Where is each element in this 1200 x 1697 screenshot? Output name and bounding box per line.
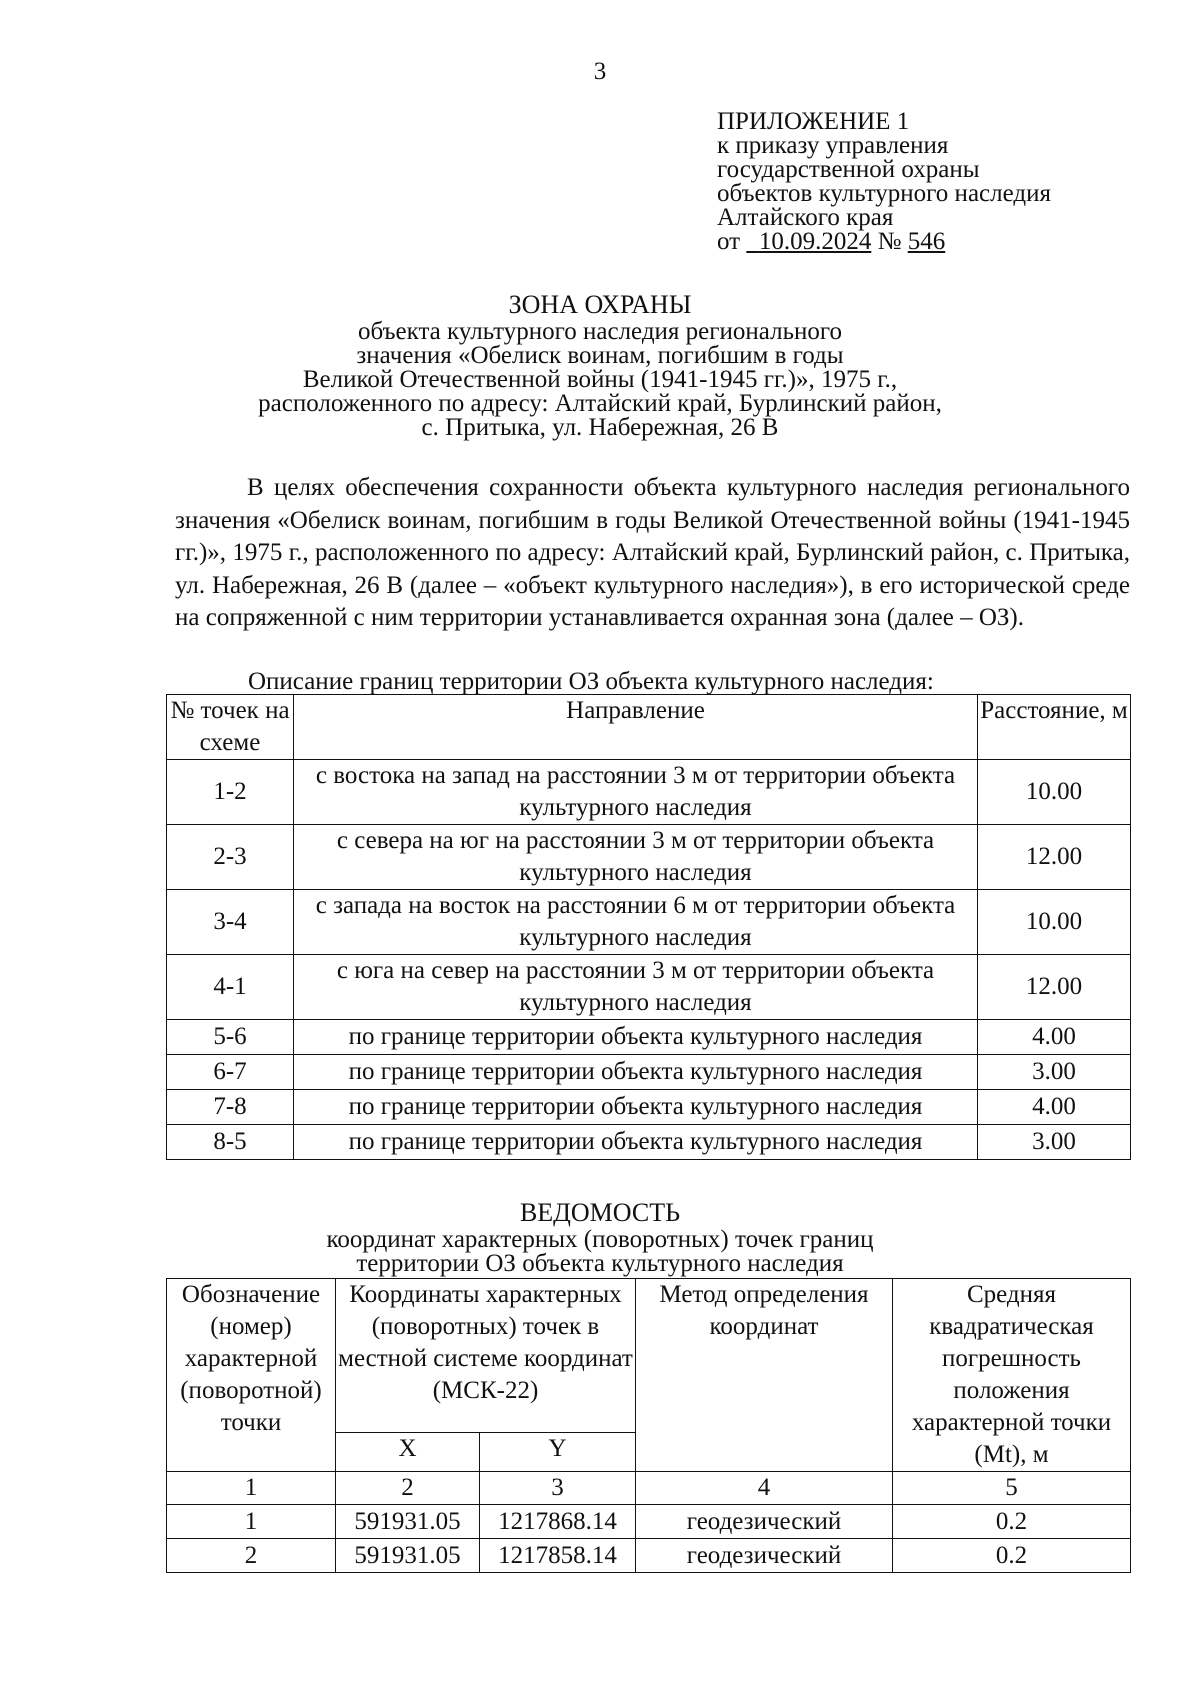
intro-text: В целях обеспечения сохранности объекта культурного наследия регионального значения «Обелиск воинам, погибшим в годы Великой Отечественной войны (1941-1945 гг.)», 1975 г., расположенного по адресу: Алтайский край, Бурлинский район, с. Притыка, ул. Набережная, 26 В (далее – «объект культурного наследия»), в его исторической среде на сопряженной с ним территории устанавливается охранная зона (далее – ОЗ). bbox=[175, 474, 1130, 631]
cell-method: геодезический bbox=[636, 1505, 893, 1539]
cell-distance: 10.00 bbox=[978, 890, 1131, 955]
table-row bbox=[167, 1539, 1131, 1573]
cell-error: 0.2 bbox=[893, 1539, 1131, 1573]
zone-subtitle-line: с. Притыка, ул. Набережная, 26 В bbox=[421, 414, 779, 441]
header-points: № точек на схеме bbox=[167, 695, 294, 760]
cell-direction: с востока на запад на расстоянии 3 м от территории объекта культурного наследия bbox=[294, 760, 978, 825]
cell-direction: по границе территории объекта культурного наследия bbox=[294, 1125, 978, 1160]
column-number: 4 bbox=[636, 1472, 893, 1505]
number-sign: № bbox=[877, 228, 902, 255]
zone-subtitle-line: значения «Обелиск воинам, погибшим в годы bbox=[356, 342, 844, 369]
header-error: Средняя квадратическая погрешность положения характерной точки (Mt), м bbox=[893, 1279, 1131, 1472]
table-row bbox=[167, 1055, 1131, 1090]
order-date: 10.09.2024 bbox=[758, 228, 872, 255]
cell-points: 2-3 bbox=[167, 825, 294, 890]
appendix-line: объектов культурного наследия bbox=[717, 180, 1051, 207]
coordinates-table bbox=[166, 1278, 1131, 1573]
cell-points: 4-1 bbox=[167, 955, 294, 1020]
cell-points: 5-6 bbox=[167, 1020, 294, 1055]
appendix-line: государственной охраны bbox=[717, 156, 980, 183]
vedomost-subtitle bbox=[0, 1228, 1200, 1276]
header-coordinates: Координаты характерных (поворотных) точек в местной системе координат (МСК-22) bbox=[336, 1279, 636, 1433]
zone-subtitle bbox=[0, 320, 1200, 440]
header-designation: Обозначение (номер) характерной (поворотной) точки bbox=[167, 1279, 336, 1472]
vedomost-subtitle-line: координат характерных (поворотных) точек границ bbox=[326, 1226, 874, 1253]
header-distance: Расстояние, м bbox=[978, 695, 1131, 760]
table-header-row bbox=[167, 1279, 1131, 1433]
appendix-title: ПРИЛОЖЕНИЕ 1 bbox=[717, 108, 910, 135]
header-direction: Направление bbox=[294, 695, 978, 760]
column-number: 3 bbox=[480, 1472, 636, 1505]
vedomost-subtitle-line: территории ОЗ объекта культурного наследия bbox=[356, 1250, 844, 1277]
cell-distance: 4.00 bbox=[978, 1020, 1131, 1055]
zone-subtitle-line: расположенного по адресу: Алтайский край, Бурлинский район, bbox=[258, 390, 942, 417]
table-row bbox=[167, 890, 1131, 955]
cell-y: 1217858.14 bbox=[480, 1539, 636, 1573]
table-row bbox=[167, 955, 1131, 1020]
appendix-line: Алтайского края bbox=[717, 204, 894, 231]
zone-title: ЗОНА ОХРАНЫ bbox=[508, 290, 692, 319]
cell-direction: с юга на север на расстоянии 3 м от территории объекта культурного наследия bbox=[294, 955, 978, 1020]
cell-distance: 3.00 bbox=[978, 1125, 1131, 1160]
header-method: Метод определения координат bbox=[636, 1279, 893, 1472]
cell-method: геодезический bbox=[636, 1539, 893, 1573]
zone-subtitle-line: Великой Отечественной войны (1941-1945 гг.)», 1975 г., bbox=[302, 366, 898, 393]
cell-direction: по границе территории объекта культурного наследия bbox=[294, 1090, 978, 1125]
table-row bbox=[167, 1020, 1131, 1055]
column-number: 2 bbox=[336, 1472, 480, 1505]
column-number: 1 bbox=[167, 1472, 336, 1505]
order-number: 546 bbox=[907, 228, 946, 255]
appendix-date-line bbox=[717, 230, 1051, 254]
cell-point: 2 bbox=[167, 1539, 336, 1573]
cell-points: 3-4 bbox=[167, 890, 294, 955]
table-header-row bbox=[167, 695, 1131, 760]
table-row bbox=[167, 1125, 1131, 1160]
cell-x: 591931.05 bbox=[336, 1505, 480, 1539]
appendix-line: к приказу управления bbox=[717, 132, 949, 159]
cell-distance: 4.00 bbox=[978, 1090, 1131, 1125]
table-row bbox=[167, 1090, 1131, 1125]
cell-x: 591931.05 bbox=[336, 1539, 480, 1573]
table-row bbox=[167, 825, 1131, 890]
cell-distance: 3.00 bbox=[978, 1055, 1131, 1090]
intro-paragraph bbox=[175, 472, 1130, 635]
cell-points: 8-5 bbox=[167, 1125, 294, 1160]
cell-direction: с запада на восток на расстоянии 6 м от территории объекта культурного наследия bbox=[294, 890, 978, 955]
boundary-table bbox=[166, 694, 1131, 1160]
zone-subtitle-line: объекта культурного наследия регионального bbox=[358, 318, 842, 345]
header-y: Y bbox=[480, 1432, 636, 1471]
appendix-header bbox=[717, 110, 1051, 254]
cell-distance: 12.00 bbox=[978, 825, 1131, 890]
cell-distance: 12.00 bbox=[978, 955, 1131, 1020]
cell-point: 1 bbox=[167, 1505, 336, 1539]
cell-error: 0.2 bbox=[893, 1505, 1131, 1539]
cell-points: 7-8 bbox=[167, 1090, 294, 1125]
column-number: 5 bbox=[893, 1472, 1131, 1505]
page-number: 3 bbox=[593, 58, 607, 85]
table-row bbox=[167, 760, 1131, 825]
cell-points: 6-7 bbox=[167, 1055, 294, 1090]
header-x: X bbox=[336, 1432, 480, 1471]
cell-direction: с севера на юг на расстоянии 3 м от территории объекта культурного наследия bbox=[294, 825, 978, 890]
cell-points: 1-2 bbox=[167, 760, 294, 825]
date-prefix: от bbox=[717, 228, 741, 255]
boundary-table-caption: Описание границ территории ОЗ объекта культурного наследия: bbox=[248, 668, 934, 695]
cell-direction: по границе территории объекта культурного наследия bbox=[294, 1055, 978, 1090]
vedomost-title: ВЕДОМОСТЬ bbox=[519, 1198, 681, 1227]
cell-y: 1217868.14 bbox=[480, 1505, 636, 1539]
cell-distance: 10.00 bbox=[978, 760, 1131, 825]
cell-direction: по границе территории объекта культурного наследия bbox=[294, 1020, 978, 1055]
table-row bbox=[167, 1505, 1131, 1539]
table-numbering-row bbox=[167, 1472, 1131, 1505]
